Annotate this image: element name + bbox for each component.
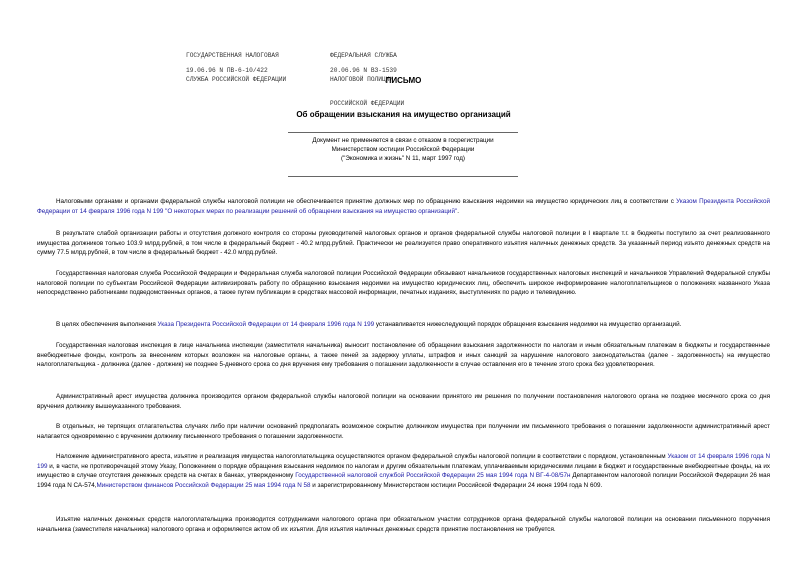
link-decree-199-full[interactable]: Указом Президента Российской Федерации от 14 февраля 1996 года N 199 "О некоторых мерах по реализации решений об обращении взыскания на имущество организаций" — [37, 198, 770, 215]
paragraph-4 — [37, 320, 770, 330]
link-decree-199-short[interactable]: Указом от 14 февраля 1996 года N 199 — [37, 453, 771, 470]
paragraph-8-text-2: и, в части, не противоречащей этому Указу, Положением о порядке обращения взыскания недоимок по налогам и другим обязательным платежам, уплачиваемым юридическими лицами в бюджет и государственные внебюджетные фонды, на их имущество в случае отсутствия денежных средств на счетах в банках, утвержденному — [37, 462, 770, 480]
document-title: Об обращении взыскания на имущество организаций — [296, 110, 511, 119]
paragraph-8-text: Наложение административного ареста, изъятие и реализация имущества налогоплательщика осуществляются органом федеральной службы налоговой полиции в соответствии с порядком, установленным — [56, 453, 668, 460]
doc-number-right: 20.06.96 N ВЗ-1539 — [330, 67, 397, 74]
paragraph-1-text: Налоговыми органами и органами федеральной службы налоговой полиции не обеспечивается принятие должных мер по обращению взыскания недоимки на имущество юридических лиц в соответствии с — [56, 198, 677, 205]
paragraph-5: Государственная налоговая инспекция в лице начальника инспекции (заместителя начальника) выносит постановление об обращении взыскания задолженности по налогам и иным обязательным платежам в бюджеты и государственные внебюджетные фонды, контроль за внесением которых возложен на налоговые органы, а также пеней за задержку уплаты, штрафов и иных санкций за нарушение налогового законодательства (далее - задолженность) на имущество налогоплательщика - должника (далее - должник) не позднее 5-дневного срока со дня вручения ему требования о погашении задолженности в случае оставления его в течение этого срока без удовлетворения. — [37, 342, 770, 369]
paragraph-1 — [37, 197, 770, 216]
sender-org-left-line-2: СЛУЖБА РОССИЙСКОЙ ФЕДЕРАЦИИ — [186, 76, 287, 83]
sender-org-right-line-1: ФЕДЕРАЛЬНАЯ СЛУЖБА — [330, 52, 397, 59]
note-top-rule — [288, 132, 518, 133]
link-tax-service-regulation[interactable]: Государственной налоговой службой Российской Федерации 25 мая 1994 года N ВГ-4-08/57н — [295, 472, 571, 480]
doc-number-left: 19.06.96 N ПВ-6-10/422 — [186, 67, 268, 74]
paragraph-8-end: и зарегистрированному Министерством юстиции Российской Федерации 24 июня 1994 года N 609. — [310, 481, 603, 489]
paragraph-8 — [37, 452, 770, 490]
paragraph-7: В отдельных, не терпящих отлагательства случаях либо при наличии оснований предполагать возможное сокрытие должником имущества при получении им письменного требования о погашении задолженности административный арест налагается одновременно с вручением должнику письменного требования о погашении задолженности. — [37, 423, 770, 440]
document-type: ПИСЬМО — [385, 76, 422, 85]
paragraph-8-text-3: Департаментом налоговой полиции Российской Федерации 26 мая 1994 года N СА-574, — [37, 472, 770, 489]
sender-org-right-line-3: РОССИЙСКОЙ ФЕДЕРАЦИИ — [330, 100, 405, 107]
paragraph-9: Изъятие наличных денежных средств налогоплательщика производится сотрудниками налогового органа при обязательном участии сотрудников органа федеральной службы налоговой полиции на основании письменного поручения начальника (заместителя начальника) налогового органа и оформляется актом об их изъятии. Для изъятия наличных денежных средств принятие постановления не требуется. — [37, 516, 770, 533]
note-line-3: ("Экономика и жизнь" N 11, март 1997 год) — [341, 154, 465, 162]
note-line-1: Документ не применяется в связи с отказом в госрегистрации — [312, 137, 494, 144]
sender-org-left-line-1: ГОСУДАРСТВЕННАЯ НАЛОГОВАЯ — [186, 52, 279, 59]
paragraph-4-text: В целях обеспечения выполнения — [56, 321, 158, 328]
sender-org-right-line-2: НАЛОГОВОЙ ПОЛИЦИИ — [330, 76, 394, 83]
paragraph-6: Административный арест имущества должника производится органом федеральной службы налоговой полиции на основании принятого им решения по получении постановления налогового органа не позднее месячного срока со дня вручения должнику вышеуказанного требования. — [37, 393, 770, 410]
paragraph-3: Государственная налоговая служба Российской Федерации и Федеральная служба налоговой полиции Российской Федерации обязывают начальников государственных налоговых инспекций и начальников Управлений Федеральной службы налоговой полиции по субъектам Российской Федерации активизировать работу по обращению взыскания недоимки на имущество юридических лиц, обеспечить широкое информирование налогоплательщиков о положениях названного Указа непосредственно работниками подведомственных органов, а также путем публикации в средствах массовой информации, печатных изданиях, выступлениях по радио и телевидению. — [37, 270, 770, 297]
registration-note — [288, 137, 518, 163]
paragraph-2: В результате слабой организации работы и отсутствия должного контроля со стороны руководителей налоговых органов и органов федеральной службы налоговой полиции в I квартале т.г. в бюджеты поступило за счет реализованного имущества должников только 103.9 млрд.рублей, в том числе в федеральный бюджет - 40.2 млрд.рублей. Практически не реализуется право оперативного изъятия наличных денежных средств. За указанный период изъято денежных средств на сумму 77.5 млрд.рублей, в том числе в федеральный бюджет - 42.0 млрд.рублей. — [37, 230, 770, 257]
link-ministry-finance[interactable]: Министерством финансов Российской Федерации 25 мая 1994 года N 58 — [96, 481, 311, 489]
link-decree-199[interactable]: Указа Президента Российской Федерации от 14 февраля 1996 года N 199 — [157, 321, 375, 328]
note-bottom-rule — [288, 176, 518, 177]
note-line-2: Министерством юстиции Российской Федерации — [331, 145, 475, 153]
paragraph-1-end: . — [457, 207, 459, 215]
paragraph-4-end: устанавливается нижеследующий порядок обращения взыскания недоимки на имущество организаций. — [374, 321, 682, 328]
